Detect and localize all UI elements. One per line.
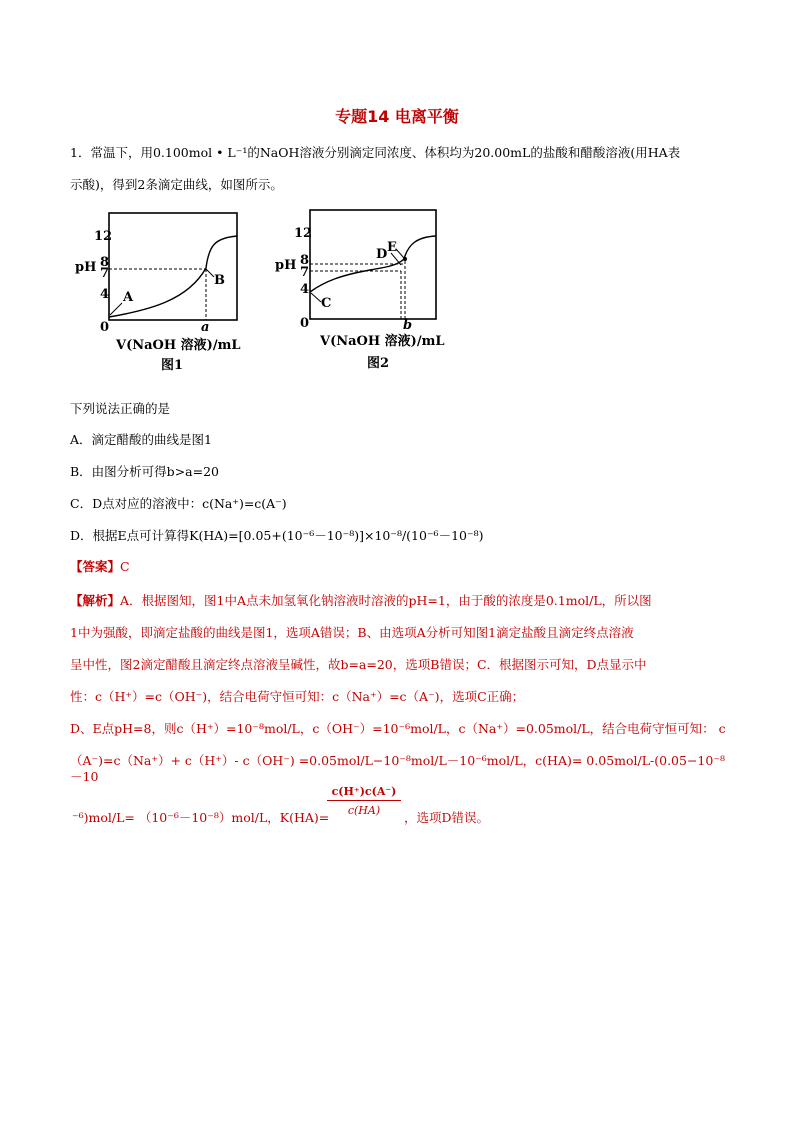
titration-figure-2 (270, 205, 450, 380)
answer-row (70, 559, 130, 575)
analysis-tag: 【解析】 (70, 593, 121, 608)
figure-2-y-label: pH (275, 258, 297, 273)
figure-1-point-b: B (214, 273, 225, 288)
figure-2-x-label: V(NaOH 溶液)/mL (320, 334, 445, 349)
answer-tag: 【答案】 (70, 559, 121, 574)
question-prompt: 下列说法正确的是 (70, 401, 171, 416)
option-a: A．滴定醋酸的曲线是图1 (70, 432, 212, 447)
figure-2-point-d: D (376, 247, 388, 262)
figure-2-ytick-12: 12 (294, 226, 313, 241)
analysis-line-7-pre: ⁻⁶)mol/L= （10⁻⁶－10⁻⁸）mol/L，K(HA)= (72, 810, 330, 825)
figure-2-xtick-b: b (403, 318, 413, 333)
figure-1-y-label: pH (75, 260, 97, 275)
analysis-line-4: 性：c（H⁺）=c（OH⁻)，结合电荷守恒可知：c（Na⁺）=c（A⁻)，选项C正确； (70, 689, 525, 704)
figure-2-point-c: C (321, 296, 332, 311)
question-stem-line-2: 示酸)，得到2条滴定曲线，如图所示。 (70, 177, 283, 192)
figure-2-ytick-4: 4 (300, 282, 310, 297)
analysis-line-5: D、E点pH=8，则c（H⁺）=10⁻⁸mol/L，c（OH⁻）=10⁻⁶mol/L，c（Na⁺）=0.05mol/L，结合电荷守恒可知： c (70, 721, 726, 736)
option-b: B．由图分析可得b>a=20 (70, 464, 219, 479)
titration-figure-1 (70, 205, 250, 380)
figure-1-pointer-b (206, 269, 214, 277)
analysis-line-2: 1中为强酸，即滴定盐酸的曲线是图1，选项A错误；B、由选项A分析可知图1滴定盐酸且滴定终点溶液 (70, 625, 634, 640)
ka-fraction-denominator: c(HA) (347, 804, 381, 817)
figure-1-ytick-7: 7 (100, 266, 110, 281)
answer-value: C (120, 559, 130, 574)
figure-1-ytick-12: 12 (94, 229, 113, 244)
figure-2-ytick-8: 8 (300, 253, 310, 268)
figure-2-point-e: E (387, 240, 397, 255)
question-stem-line-1: 1．常温下，用0.100mol • L⁻¹的NaOH溶液分别滴定同浓度、体积均为20.00mL的盐酸和醋酸溶液(用HA表 (70, 145, 681, 160)
figure-2-pointer-c (311, 293, 321, 302)
analysis-line-6: （A⁻)=c（Na⁺）+ c（H⁺）- c（OH⁻) =0.05mol/L−10⁻⁸mol/L－10⁻⁶mol/L，c(HA)= 0.05mol/L-(0.05−10⁻⁸－10 (70, 753, 725, 784)
figure-2-pointer-e (396, 249, 404, 258)
option-c: C．D点对应的溶液中：c(Na⁺)=c(A⁻) (70, 496, 287, 511)
figure-2-caption: 图2 (367, 356, 390, 371)
figure-2-ytick-0: 0 (300, 316, 310, 331)
figure-1-pointer-a (110, 303, 122, 315)
figure-1-ytick-0: 0 (100, 320, 110, 335)
figure-2-ytick-7: 7 (300, 265, 310, 280)
ka-fraction (327, 785, 401, 817)
ka-fraction-numerator: c(H⁺)c(A⁻) (327, 785, 401, 801)
figure-1-point-a: A (123, 290, 134, 305)
figure-1-ytick-4: 4 (100, 287, 110, 302)
figure-1-xtick-a: a (201, 320, 210, 335)
analysis-line-1 (70, 593, 730, 609)
figure-1-caption: 图1 (161, 358, 184, 373)
figure-1-x-label: V(NaOH 溶液)/mL (116, 338, 241, 353)
analysis-line-7-post: ，选项D错误。 (404, 810, 490, 825)
page-title: 专题14 电离平衡 (335, 107, 459, 126)
analysis-text-1: A．根据图知，图1中A点未加氢氧化钠溶液时溶液的pH=1，由于酸的浓度是0.1mol/L，所以图 (120, 593, 652, 608)
option-d: D．根据E点可计算得K(HA)=[0.05+(10⁻⁶－10⁻⁸)]×10⁻⁸/(10⁻⁶－10⁻⁸) (70, 528, 484, 543)
figure-1-ytick-8: 8 (100, 255, 110, 270)
analysis-line-3: 呈中性，图2滴定醋酸且滴定终点溶液呈碱性，故b=a=20，选项B错误；C．根据图示可知，D点显示中 (70, 657, 647, 672)
